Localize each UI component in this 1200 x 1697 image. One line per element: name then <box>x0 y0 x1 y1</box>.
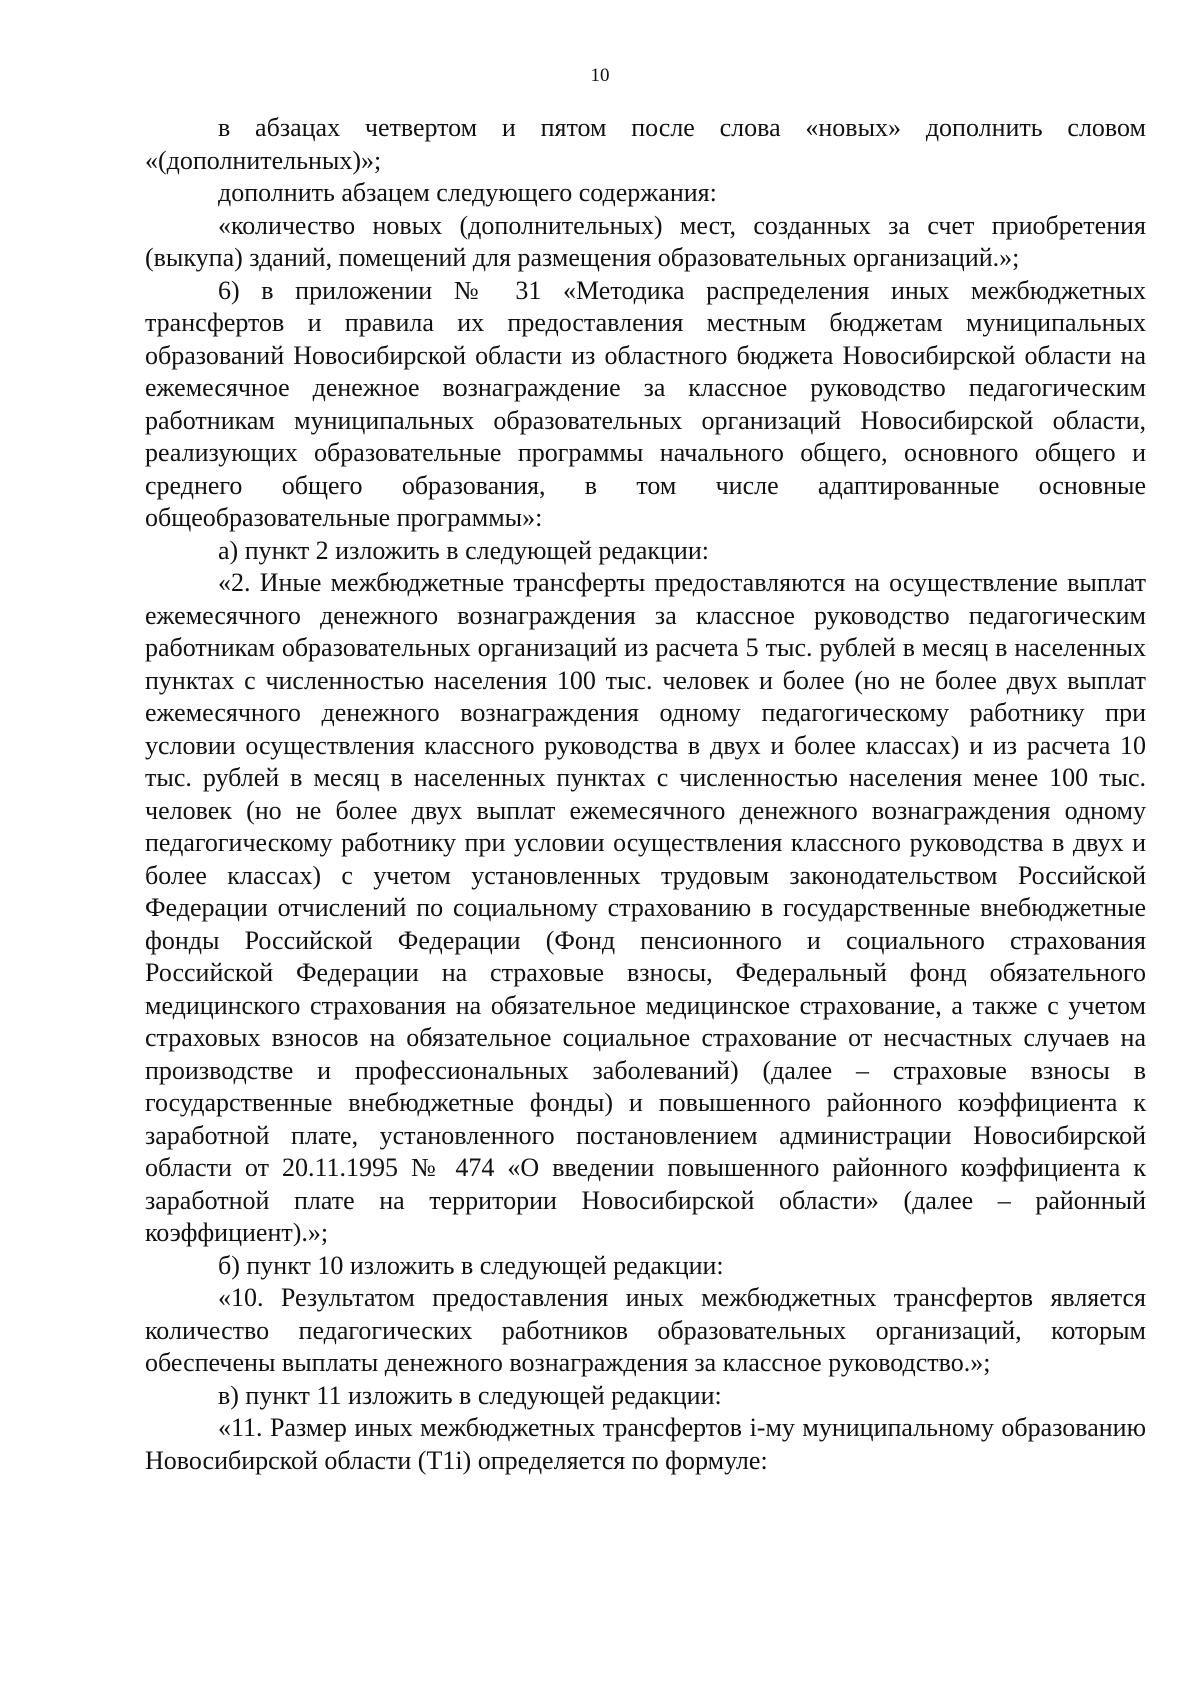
paragraph: «11. Размер иных межбюджетных трансфертов i-му муниципальному образованию Новосибирской области (T1i) определяется по формуле: <box>145 1413 1146 1475</box>
page-number: 10 <box>590 65 610 86</box>
paragraph: «2. Иные межбюджетные трансферты предоставляются на осуществление выплат ежемесячного денежного вознаграждения за классное руководство педагогическим работникам образовательных организаций из расчета 5 тыс. рублей в месяц в населенных пунктах с численностью населения 100 тыс. человек и более (но не более двух выплат ежемесячного денежного вознаграждения одному педагогическому работнику при условии осуществления классного руководства в двух и более классах) и из расчета 10 тыс. рублей в месяц в населенных пунктах с численностью населения менее 100 тыс. человек (но не более двух выплат ежемесячного денежного вознаграждения одному педагогическому работнику при условии осуществления классного руководства в двух и более классах) с учетом установленных трудовым законодательством Российской Федерации отчислений по социальному страхованию в государственные внебюджетные фонды Российской Федерации (Фонд пенсионного и социального страхования Российской Федерации на страховые взносы, Федеральный фонд обязательного медицинского страхования на обязательное медицинское страхование, а также с учетом страховых взносов на обязательное социальное страхование от несчастных случаев на производстве и профессиональных заболеваний) (далее – страховые взносы в государственные внебюджетные фонды) и повышенного районного коэффициента к заработной плате, установленного постановлением администрации Новосибирской области от 20.11.1995 № 474 «О введении повышенного районного коэффициента к заработной плате на территории Новосибирской области» (далее – районный коэффициент).»; <box>145 568 1146 1247</box>
paragraph: а) пункт 2 изложить в следующей редакции: <box>218 535 709 565</box>
document-body <box>145 112 1146 1477</box>
paragraph: «количество новых (дополнительных) мест, созданных за счет приобретения (выкупа) зданий, помещений для размещения образовательных организаций.»; <box>145 210 1146 272</box>
paragraph: «10. Результатом предоставления иных межбюджетных трансфертов является количество педагогических работников образовательных организаций, которым обеспечены выплаты денежного вознаграждения за классное руководство.»; <box>145 1283 1146 1377</box>
paragraph: в) пункт 11 изложить в следующей редакции: <box>218 1380 722 1410</box>
paragraph: 6) в приложении № 31 «Методика распределения иных межбюджетных трансфертов и правила их предоставления местным бюджетам муниципальных образований Новосибирской области из областного бюджета Новосибирской области на ежемесячное денежное вознаграждение за классное руководство педагогическим работникам муниципальных образовательных организаций Новосибирской области, реализующих образовательные программы начального общего, основного общего и среднего общего образования, в том числе адаптированные основные общеобразовательные программы»: <box>145 275 1146 532</box>
paragraph: б) пункт 10 изложить в следующей редакции: <box>218 1250 724 1280</box>
paragraph: в абзацах четвертом и пятом после слова «новых» дополнить словом «(дополнительных)»; <box>145 113 1146 175</box>
paragraph: дополнить абзацем следующего содержания: <box>218 178 717 207</box>
